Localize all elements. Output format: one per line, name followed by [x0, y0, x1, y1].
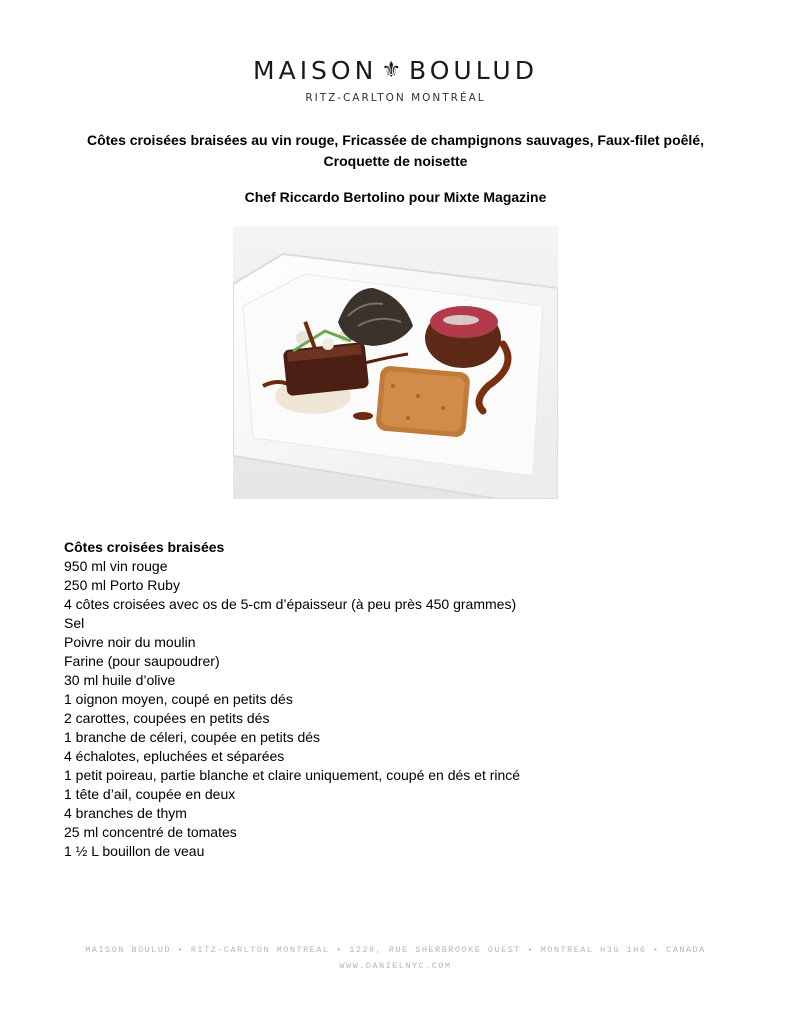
dish-photo: [233, 226, 558, 499]
ingredient-item: 250 ml Porto Ruby: [64, 577, 180, 593]
recipe-title-line-1: Côtes croisées braisées au vin rouge, Fricassée de champignons sauvages, Faux-filet poêlé,: [86, 132, 704, 148]
logo-wordmark: [253, 56, 538, 86]
ingredient-item: 2 carottes, coupées en petits dés: [64, 710, 270, 726]
ingredient-item: 1 tête d’ail, coupée en deux: [64, 786, 236, 802]
footer-address: MAISON BOULUD • RITZ-CARLTON MONTREAL • 1228, RUE SHERBROOKE OUEST • MONTREAL H3G 1H6 • CANADA: [85, 945, 706, 955]
brand-logo: [0, 56, 791, 104]
ingredient-list: [64, 557, 520, 861]
ingredient-item: 4 échalotes, epluchées et séparées: [64, 748, 285, 764]
footer-website: WWW.DANIELNYC.COM: [339, 961, 452, 971]
ingredient-item: 1 oignon moyen, coupé en petits dés: [64, 691, 293, 707]
ingredient-item: Sel: [64, 615, 85, 631]
ingredient-item: 4 branches de thym: [64, 805, 187, 821]
ingredient-item: 1 ½ L bouillon de veau: [64, 843, 205, 859]
logo-text-right: BOULUD: [409, 56, 538, 85]
ingredient-item: 950 ml vin rouge: [64, 558, 168, 574]
ingredient-item: 4 côtes croisées avec os de 5-cm d’épaisseur (à peu près 450 grammes): [64, 596, 517, 612]
ingredient-item: 1 branche de céleri, coupée en petits dés: [64, 729, 321, 745]
logo-text-left: MAISON: [253, 56, 378, 85]
fleur-de-lis-icon: ⚜: [381, 58, 406, 83]
ingredient-item: 25 ml concentré de tomates: [64, 824, 237, 840]
ingredient-item: 30 ml huile d’olive: [64, 672, 176, 688]
ingredient-item: 1 petit poireau, partie blanche et claire uniquement, coupé en dés et rincé: [64, 767, 521, 783]
ingredient-item: Poivre noir du moulin: [64, 634, 196, 650]
recipe-title-line-2: Croquette de noisette: [323, 153, 468, 169]
logo-subtitle: RITZ-CARLTON MONTRÉAL: [305, 92, 486, 104]
section-heading: Côtes croisées braisées: [64, 539, 225, 555]
page-footer: [0, 942, 791, 974]
recipe-section: [64, 538, 520, 861]
chef-byline: Chef Riccardo Bertolino pour Mixte Magazine: [244, 189, 547, 205]
recipe-title: [60, 130, 731, 172]
ingredient-item: Farine (pour saupoudrer): [64, 653, 220, 669]
